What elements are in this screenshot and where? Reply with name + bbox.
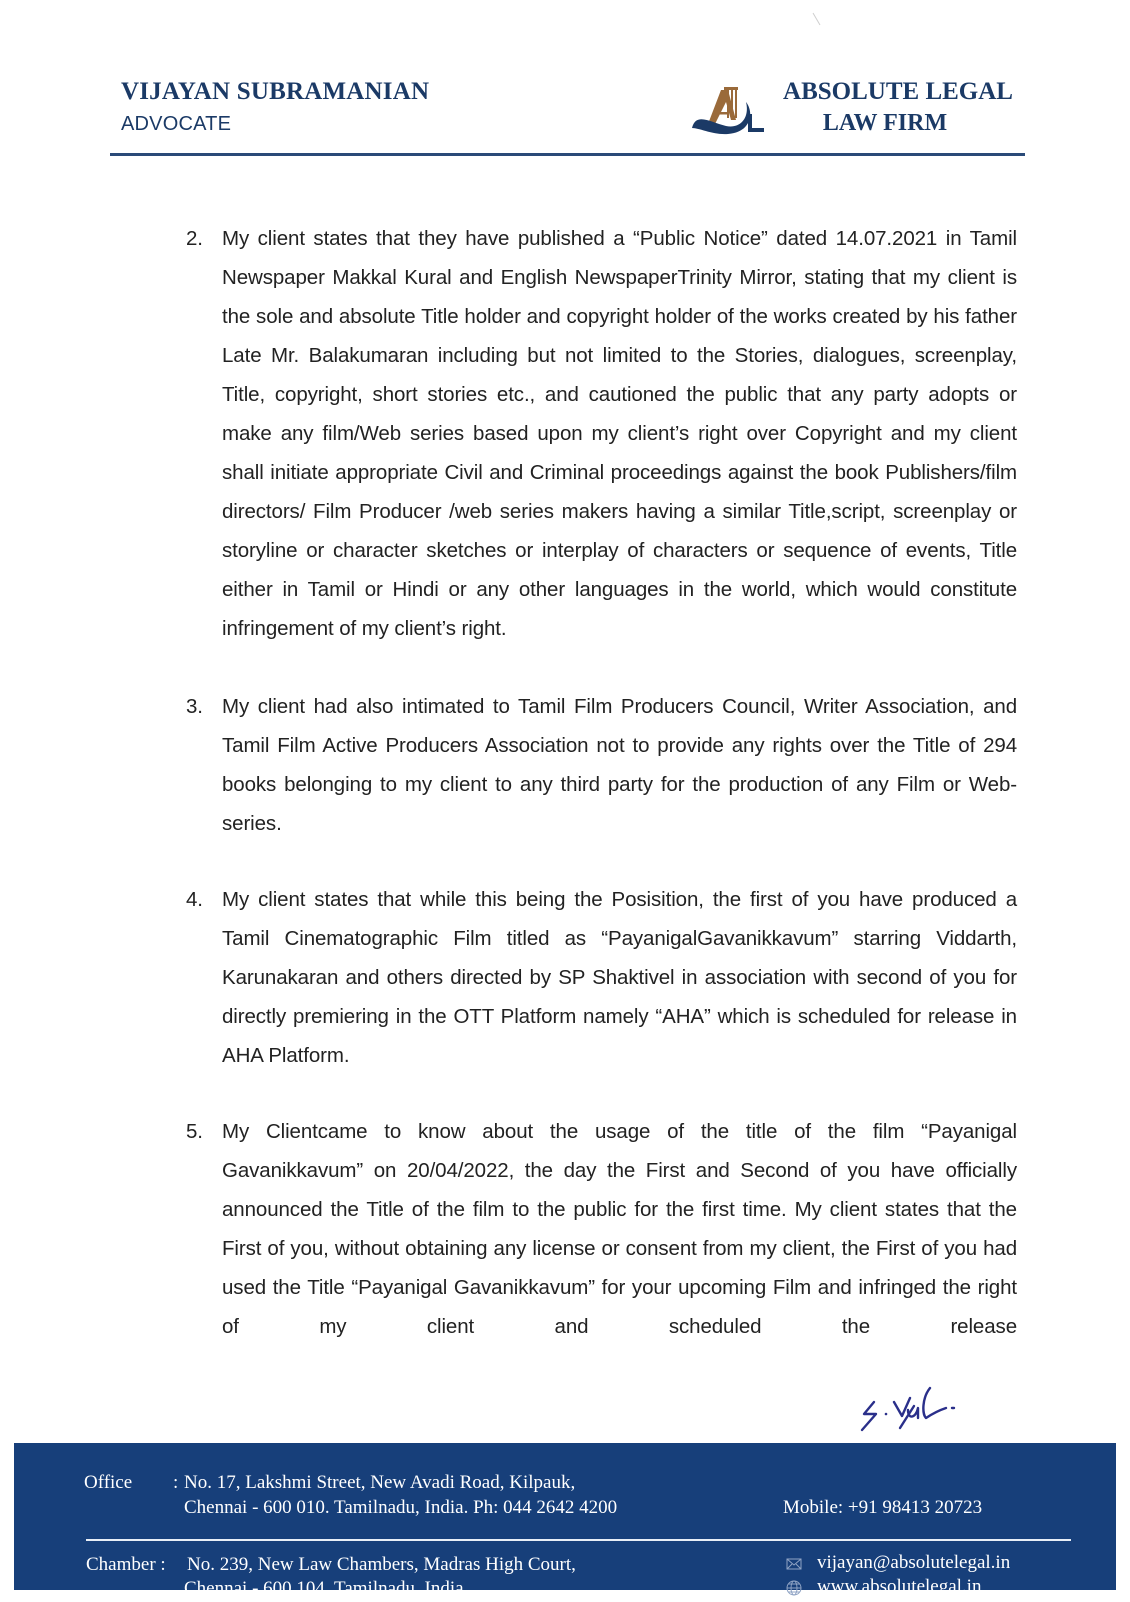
paragraph-3 [186,687,1017,843]
letterhead-divider [110,153,1025,156]
footer-divider [86,1539,1071,1541]
office-colon: : [173,1472,179,1493]
paragraph-number: 3. [186,695,203,718]
firm-name-line1: ABSOLUTE LEGAL [783,78,1013,105]
website-link[interactable]: www.absolutelegal.in [817,1576,982,1597]
firm-name-line2: LAW FIRM [822,110,948,136]
office-address-line2: Chennai - 600 010. Tamilnadu, India. Ph: 044 2642 4200 [184,1497,618,1518]
firm-name-block [770,78,1026,137]
paragraph-text: My client states that while this being the Posisition, the first of you have produced a Tamil Cinematographic Film titled as “PayanigalGavanikkavum” starring Viddarth, Karunakaran and others directed by SP Shaktivel in association with second of you for directly premiering in the OTT Platform namely “AHA” which is scheduled for release in AHA Platform. [222,888,1017,1067]
paragraph-2 [186,219,1017,648]
globe-icon [785,1579,803,1597]
office-label: Office [84,1472,133,1493]
letter-body [186,219,1017,1346]
paragraph-text: My Clientcame to know about the usage of the title of the film “Payanigal Gavanikkavum” on 20/04/2022, the day the First and Second of you have officially announced the Title of the film to the public for the first time. My client states that the First of you, without obtaining any license or consent from my client, the First of you had used the Title “Payanigal Gavanikkavum” for your upcoming Film and infringed the right of my client and scheduled the release [222,1120,1017,1338]
advocate-block [121,78,429,136]
chamber-address-line2: Chennai - 600 104. Tamilnadu, India [184,1578,464,1599]
paragraph-5 [186,1112,1017,1346]
office-address-line1: No. 17, Lakshmi Street, New Avadi Road, Kilpauk, [184,1472,576,1493]
envelope-icon [785,1555,803,1573]
paragraph-4 [186,880,1017,1075]
paragraph-text: My client states that they have published a “Public Notice” dated 14.07.2021 in Tamil Newspaper Makkal Kural and English NewspaperTrinity Mirror, stating that my client is the sole and absolute Title holder and copyright holder of the works created by his father Late Mr. Balakumaran including but not limited to the Stories, dialogues, screenplay, Title, copyright, short stories etc., and cautioned the public that any party adopts or make any film/Web series based upon my client’s right over Copyright and my client shall initiate appropriate Civil and Criminal proceedings against the book Publishers/film directors/ Film Producer /web series makers having a similar Title,script, screenplay or storyline or character sketches or interplay of characters or sequence of events, Title either in Tamil or Hindi or any other languages in the world, which would constitute infringement of my client’s right. [222,227,1017,640]
scan-artifact [813,13,821,26]
handwritten-signature-icon [852,1384,982,1436]
paragraph-number: 2. [186,227,203,250]
chamber-label: Chamber : [86,1554,166,1575]
paragraph-number: 5. [186,1120,203,1143]
mobile-number: Mobile: +91 98413 20723 [783,1497,983,1518]
email-link[interactable]: vijayan@absolutelegal.in [817,1552,1011,1573]
advocate-title: ADVOCATE [121,113,232,135]
paragraph-text: My client had also intimated to Tamil Film Producers Council, Writer Association, and Tamil Film Active Producers Association not to provide any rights over the Title of 294 books belonging to my client to any third party for the production of any Film or Web-series. [222,695,1017,835]
advocate-name: VIJAYAN SUBRAMANIAN [121,78,430,105]
paragraph-number: 4. [186,888,203,911]
chamber-address-line1: No. 239, New Law Chambers, Madras High Court, [187,1554,576,1575]
letterhead-footer [14,1443,1116,1599]
